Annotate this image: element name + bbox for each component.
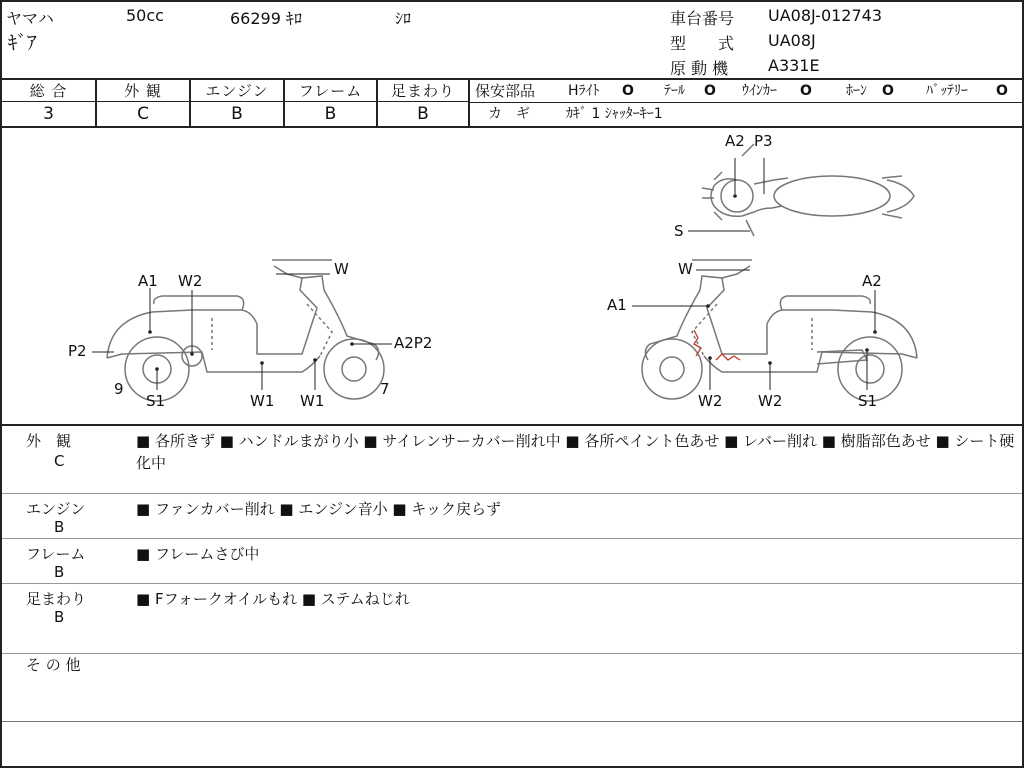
label-s-top: S — [674, 222, 684, 240]
winker-label: ｳｲﾝｶｰ — [742, 83, 777, 99]
comment-suspension — [2, 584, 1022, 654]
label-9: 9 — [114, 380, 124, 398]
safety-title: 保安部品 — [475, 82, 536, 100]
grade-value: B — [231, 104, 243, 124]
comment-title: フレーム — [26, 545, 86, 563]
grade-value: B — [417, 104, 429, 124]
key-label: カ ギ — [488, 106, 530, 122]
frame-number-value: UA08J-012743 — [768, 6, 883, 25]
damage-marks — [694, 330, 740, 360]
comment-body: ■ Fフォークオイルもれ ■ ステムねじれ — [136, 590, 410, 608]
grade-label: フレーム — [285, 80, 376, 102]
label-w2-right-b: W2 — [758, 392, 783, 410]
displacement: 50cc — [126, 6, 164, 25]
grade-label: 外 観 — [97, 80, 189, 102]
comment-engine — [2, 494, 1022, 539]
scooter-top-view — [702, 144, 914, 236]
comment-body: ■ ファンカバー削れ ■ エンジン音小 ■ キック戻らず — [136, 500, 502, 518]
horn-mark: O — [882, 83, 894, 99]
label-7: 7 — [380, 380, 390, 398]
label-a1-left: A1 — [138, 272, 158, 290]
label-s1-left: S1 — [146, 392, 166, 410]
grade-frame — [285, 80, 378, 126]
label-s1-right: S1 — [858, 392, 878, 410]
grade-label: 総 合 — [2, 80, 95, 102]
grade-suspension — [378, 80, 470, 126]
headlight-label: Hﾗｲﾄ — [568, 83, 600, 99]
battery-mark: O — [996, 83, 1008, 99]
taillight-mark: O — [704, 83, 716, 99]
safety-parts-row — [470, 80, 1022, 103]
label-w-left: W — [334, 260, 349, 278]
comment-other — [2, 654, 1022, 722]
key-value: ｶｷﾞ 1 ｼｬｯﾀｰｷｰ1 — [566, 106, 663, 122]
comment-title: 外 観 — [26, 432, 72, 450]
label-p2-left: P2 — [68, 342, 87, 360]
label-a2-top: A2 — [725, 132, 745, 150]
taillight-label: ﾃｰﾙ — [664, 83, 685, 99]
color: ｼﾛ — [395, 9, 412, 28]
comment-body: ■ 各所きず ■ ハンドルまがり小 ■ サイレンサーカバー削れ中 ■ 各所ペイント色あせ ■ レバー削れ ■ 樹脂部色あせ ■ シート硬化中 — [136, 432, 1015, 472]
engine-type-label: 原 動 機 — [670, 59, 729, 78]
winker-mark: O — [800, 83, 812, 99]
horn-label: ﾎｰﾝ — [846, 83, 867, 99]
grade-engine — [191, 80, 285, 126]
grade-value: 3 — [43, 104, 54, 124]
comment-title: 足まわり — [26, 590, 87, 608]
grade-overall — [2, 80, 97, 126]
label-a2-right: A2 — [862, 272, 882, 290]
damage-diagram — [2, 128, 1022, 426]
type-label: 型 式 — [670, 34, 735, 53]
frame-number-label: 車台番号 — [670, 9, 735, 28]
label-w2-right-a: W2 — [698, 392, 723, 410]
grade-label: エンジン — [191, 80, 283, 102]
grade-value: B — [324, 104, 337, 124]
comment-grade: B — [54, 518, 65, 536]
comment-body: ■ フレームさび中 — [136, 545, 260, 563]
comment-title: エンジン — [26, 500, 86, 518]
label-w-right: W — [678, 260, 693, 278]
header — [2, 2, 1022, 80]
comment-frame — [2, 539, 1022, 584]
battery-label: ﾊﾞｯﾃﾘｰ — [926, 83, 968, 99]
comment-title: そ の 他 — [26, 656, 81, 674]
label-w1-left-a: W1 — [250, 392, 275, 410]
comment-grade: C — [54, 452, 65, 470]
model-name: ｷﾞｱ — [8, 32, 37, 54]
headlight-mark: O — [622, 83, 634, 99]
key-row — [470, 103, 1022, 126]
leader-lines — [92, 158, 875, 390]
engine-type-value: A331E — [768, 56, 820, 75]
comment-grade: B — [54, 563, 65, 581]
grade-exterior — [97, 80, 191, 126]
mileage: 66299 ｷﾛ — [230, 9, 302, 28]
label-a1-right: A1 — [607, 296, 627, 314]
label-w2-left: W2 — [178, 272, 203, 290]
grade-label: 足まわり — [378, 80, 468, 102]
grade-row — [2, 80, 1022, 128]
maker: ヤマハ — [6, 9, 54, 28]
label-w1-left-b: W1 — [300, 392, 325, 410]
comment-exterior — [2, 426, 1022, 494]
type-value: UA08J — [768, 31, 816, 50]
grade-value: C — [137, 104, 149, 124]
label-a2p2: A2P2 — [394, 334, 433, 352]
comment-grade: B — [54, 608, 65, 626]
label-p3: P3 — [754, 132, 773, 150]
safety-parts — [470, 80, 1022, 126]
